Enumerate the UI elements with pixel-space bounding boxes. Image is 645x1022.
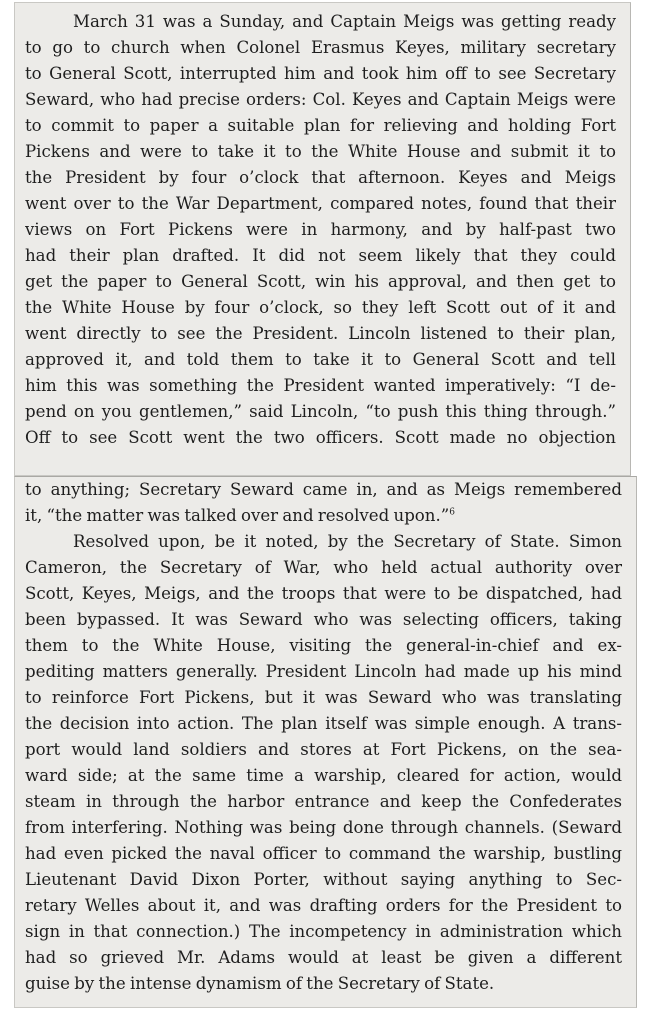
paragraph-seward-plan	[15, 477, 636, 997]
text-line: get the paper to General Scott, win his approval, and then get to	[25, 272, 616, 291]
footnote-marker: 6	[449, 507, 455, 518]
text-line: ward side; at the same time a warship, cleared for action, would	[25, 766, 622, 785]
text-line: views on Fort Pickens were in harmony, and by half-past two	[25, 220, 616, 239]
text-line: pend on you gentlemen,” said Lincoln, “to push this thing through.”	[25, 402, 616, 421]
text-line: to go to church when Colonel Erasmus Keyes, military secretary	[25, 38, 616, 57]
text-line: been bypassed. It was Seward who was selecting officers, taking	[25, 610, 622, 629]
text-line-content: it, “the matter was talked over and resolved upon.”	[25, 506, 450, 525]
text-line: went directly to see the President. Lincoln listened to their plan,	[25, 324, 616, 343]
text-line: sign in that connection.) The incompetency in administration which	[25, 922, 622, 941]
text-line: to reinforce Fort Pickens, but it was Seward who was translating	[25, 688, 622, 707]
text-line-with-footnote	[25, 503, 622, 529]
clipping-bottom	[14, 476, 637, 1008]
text-line: to anything; Secretary Seward came in, and as Meigs remembered	[25, 480, 622, 499]
text-line: Seward, who had precise orders: Col. Keyes and Captain Meigs were	[25, 90, 616, 109]
text-line: March 31 was a Sunday, and Captain Meigs was getting ready	[73, 12, 616, 31]
text-line: Lieutenant David Dixon Porter, without saying anything to Sec-	[25, 870, 622, 889]
text-line: had even picked the naval officer to command the warship, bustling	[25, 844, 622, 863]
text-line: went over to the War Department, compared notes, found that their	[25, 194, 616, 213]
paragraph-meigs-keyes	[15, 3, 630, 451]
text-line: to commit to paper a suitable plan for relieving and holding Fort	[25, 116, 616, 135]
text-line: approved it, and told them to take it to General Scott and tell	[25, 350, 616, 369]
text-line: the decision into action. The plan itself was simple enough. A trans-	[25, 714, 622, 733]
text-line: Pickens and were to take it to the White House and submit it to	[25, 142, 616, 161]
text-line: him this was something the President wanted imperatively: “I de-	[25, 376, 616, 395]
text-line: the President by four o’clock that afternoon. Keyes and Meigs	[25, 168, 616, 187]
text-line: them to the White House, visiting the general-in-chief and ex-	[25, 636, 622, 655]
text-line: retary Welles about it, and was drafting orders for the President to	[25, 896, 622, 915]
text-line: steam in through the harbor entrance and keep the Confederates	[25, 792, 622, 811]
clipping-top	[14, 2, 631, 476]
text-line: pediting matters generally. President Lincoln had made up his mind	[25, 662, 622, 681]
text-line: guise by the intense dynamism of the Secretary of State.	[25, 974, 495, 993]
text-line: to General Scott, interrupted him and took him off to see Secretary	[25, 64, 616, 83]
text-line: had so grieved Mr. Adams would at least be given a different	[25, 948, 622, 967]
text-line: Cameron, the Secretary of War, who held actual authority over	[25, 558, 622, 577]
text-line: had their plan drafted. It did not seem likely that they could	[25, 246, 616, 265]
text-line: port would land soldiers and stores at Fort Pickens, on the sea-	[25, 740, 622, 759]
text-line: from interfering. Nothing was being done through channels. (Seward	[25, 818, 622, 837]
text-line: Off to see Scott went the two officers. Scott made no objection	[25, 428, 616, 447]
text-line: Resolved upon, be it noted, by the Secretary of State. Simon	[73, 532, 622, 551]
text-line: Scott, Keyes, Meigs, and the troops that were to be dispatched, had	[25, 584, 622, 603]
text-line: the White House by four o’clock, so they left Scott out of it and	[25, 298, 616, 317]
